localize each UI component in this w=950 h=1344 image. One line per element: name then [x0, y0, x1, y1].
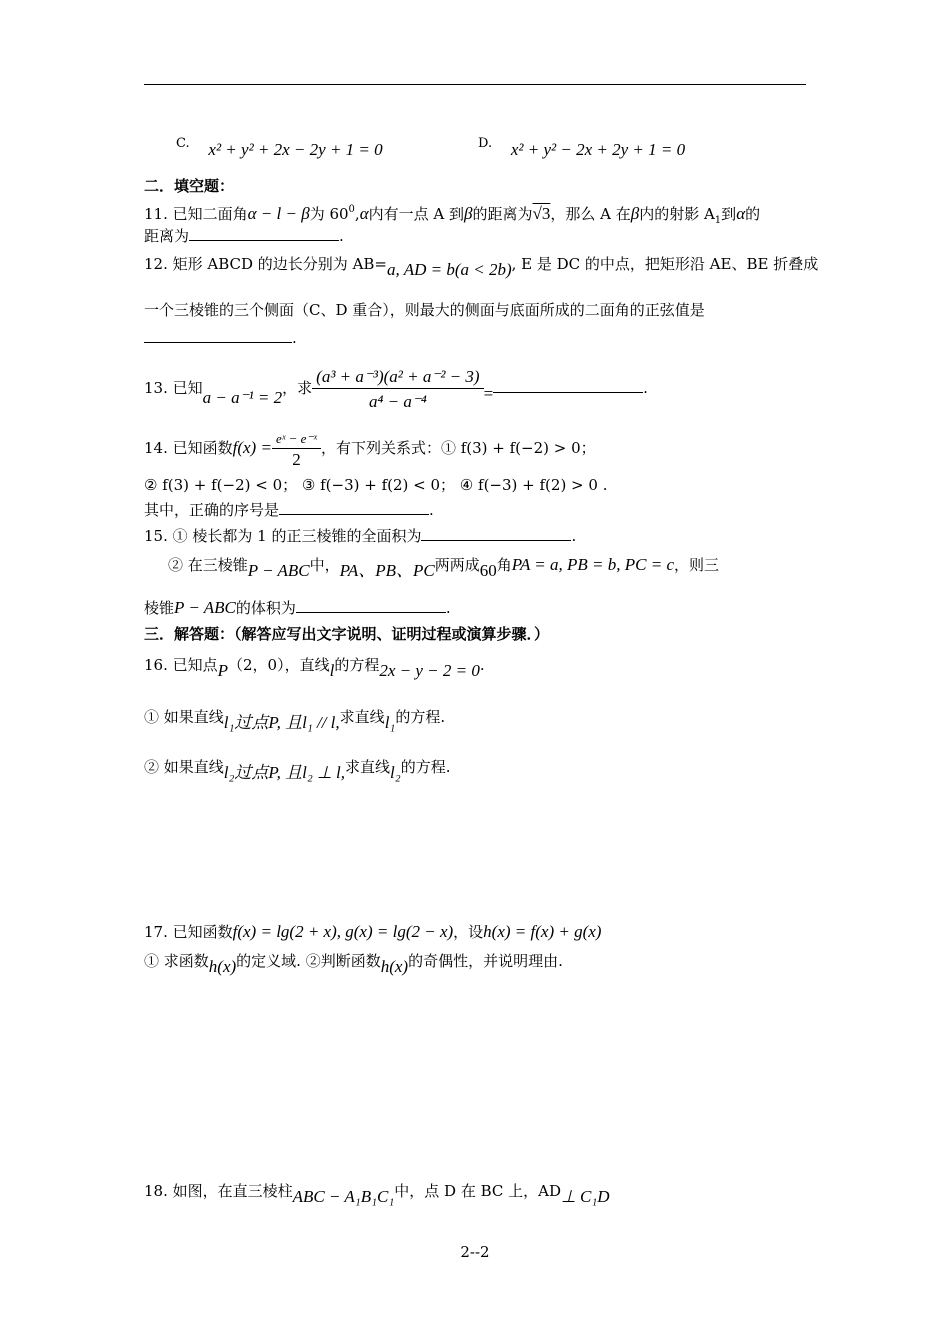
q13-fraction: [312, 366, 483, 413]
q11-text: ，那么 A 在: [550, 205, 631, 223]
question-16: [144, 650, 485, 680]
q14-text: 其中，正确的序号是: [144, 501, 280, 519]
q11-text: 11. 已知二面角: [144, 205, 248, 223]
q14-denominator: 2: [272, 448, 321, 469]
q14-text: .: [429, 501, 434, 519]
q17-text: 的定义域. ②判断函数: [236, 952, 381, 970]
page-number: 2--2: [460, 1243, 490, 1261]
q15-math: 60: [479, 561, 497, 580]
q14-numerator: eˣ − e⁻ˣ: [275, 430, 317, 446]
q16-text: 16. 已知点: [144, 656, 218, 674]
q18-math: ABC − A₁B₁C₁: [292, 1187, 395, 1206]
q11-text: 的距离为: [472, 205, 533, 223]
q11-text: 到: [721, 205, 737, 223]
q14-fraction: [272, 430, 321, 469]
q11-text: 内的射影 A: [639, 205, 715, 223]
q15-text: .: [445, 599, 451, 617]
q16-line: l: [329, 661, 335, 680]
q16-text: .: [479, 656, 485, 674]
q12-text: .: [292, 329, 297, 347]
section-fill-in-heading: 二．填空题：: [144, 177, 235, 195]
q12-math: a, AD = b(a < 2b): [387, 260, 512, 279]
q11-text: 为 60: [309, 205, 349, 223]
question-15-line-1: [144, 526, 576, 546]
section-solutions-heading: 三．解答题：（解答应写出文字说明、证明过程或演算步骤．）: [144, 625, 550, 643]
q16-text: ② 如果直线: [144, 758, 224, 776]
q11-alpha: α: [736, 204, 746, 223]
q15-text: 两两成: [434, 556, 480, 574]
q15-answer-blank-2: [296, 598, 446, 613]
question-14-line-3: [144, 500, 434, 520]
header-rule: [144, 84, 806, 85]
q13-equals: =: [483, 384, 494, 403]
q17-math: h(x): [208, 957, 237, 976]
q18-text: 中，点 D 在 BC 上，AD: [394, 1182, 561, 1200]
option-c-expression: x² + y² + 2x − 2y + 1 = 0: [208, 140, 383, 159]
q17-text: 的奇偶性，并说明理由.: [408, 952, 563, 970]
q13-denominator: a⁴ − a⁻⁴: [312, 388, 483, 413]
q14-text: 14. 已知函数: [144, 439, 233, 457]
q13-text: .: [643, 379, 648, 397]
q15-math: PA、PB、PC: [339, 561, 435, 580]
q11-degree: 0: [348, 204, 355, 215]
q17-text: ① 求函数: [144, 952, 209, 970]
q11-answer-blank: [189, 226, 339, 241]
q11-text: ,: [354, 205, 360, 223]
q13-text: ，求: [282, 379, 313, 397]
q11-alpha: α: [359, 204, 369, 223]
q11-dihedral-math: α − l − β: [247, 204, 310, 223]
option-d-label: D.: [478, 136, 493, 151]
question-18: [144, 1176, 610, 1206]
question-15-line-3: [144, 598, 451, 618]
q15-text: .: [571, 527, 577, 545]
q18-text: 18. 如图，在直三棱柱: [144, 1182, 293, 1200]
q15-text: 15. ① 棱长都为 1 的正三棱锥的全面积为: [144, 527, 422, 545]
q17-math: h(x) = f(x) + g(x): [483, 922, 602, 941]
q11-text: 内有一点 A 到: [368, 205, 465, 223]
q13-answer-blank: [493, 378, 643, 393]
q16-equation: 2x − y − 2 = 0: [379, 661, 480, 680]
q18-math: ⊥ C₁D: [561, 1187, 610, 1206]
question-12-line-3: [144, 328, 297, 348]
q15-math: P − ABC: [247, 561, 310, 580]
q16-point: P: [217, 661, 229, 680]
question-16-part-1: [144, 702, 445, 732]
q16-text: 的方程: [334, 656, 380, 674]
question-15-line-2: [168, 550, 719, 580]
q17-text: ，设: [453, 923, 484, 941]
q16-text: 的方程.: [400, 758, 451, 776]
q15-text: 的体积为: [235, 599, 296, 617]
q14-function-name: f(x) =: [232, 438, 272, 457]
question-16-part-2: [144, 752, 450, 782]
q16-text: 求直线: [345, 758, 391, 776]
q11-beta: β: [464, 204, 473, 223]
q15-answer-blank-1: [421, 526, 571, 541]
option-c: [176, 132, 383, 159]
q13-text: 13. 已知: [144, 379, 203, 397]
q16-text: 求直线: [339, 708, 385, 726]
q11-subscript: 1: [714, 215, 722, 226]
q16-text: ① 如果直线: [144, 708, 224, 726]
option-c-label: C.: [176, 136, 190, 151]
question-12-line-1: [144, 254, 819, 279]
q15-math: P − ABC: [174, 598, 236, 617]
q11-text: 的: [745, 205, 761, 223]
q14-text: ，有下列关系式：① f(3) + f(−2) > 0；: [320, 439, 596, 457]
q16-math: l₁: [384, 713, 396, 732]
q15-text: 中，: [309, 556, 340, 574]
q12-text: , E 是 DC 的中点，把矩形沿 AE、BE 折叠成: [511, 255, 819, 273]
q11-beta: β: [630, 204, 640, 223]
q16-math: l₂: [390, 763, 401, 782]
q15-math: PA = a, PB = b, PC = c: [511, 555, 674, 574]
question-14-line-1: [144, 426, 596, 470]
question-11-line-2: [144, 226, 344, 246]
question-12-line-2: 一个三棱锥的三个侧面（C、D 重合），则最大的侧面与底面所成的二面角的正弦值是: [144, 301, 705, 319]
question-17: [144, 922, 601, 942]
q17-text: 17. 已知函数: [144, 923, 233, 941]
q11-text: .: [339, 227, 344, 245]
q16-text: 的方程.: [395, 708, 446, 726]
q17-math: f(x) = lg(2 + x), g(x) = lg(2 − x): [232, 922, 454, 941]
q15-text: ② 在三棱锥: [168, 556, 248, 574]
q11-text: 距离为: [144, 227, 190, 245]
q13-numerator: (a³ + a⁻³)(a² + a⁻² − 3): [316, 367, 480, 386]
q16-math: l₂过点P, 且l₂ ⊥ l,: [223, 763, 346, 782]
q17-math: h(x): [380, 957, 409, 976]
question-13: [144, 360, 648, 416]
q12-answer-blank: [144, 328, 292, 343]
option-d-expression: x² + y² − 2x + 2y + 1 = 0: [510, 140, 686, 159]
question-17-parts: [144, 946, 563, 976]
q12-text: 12. 矩形 ABCD 的边长分别为 AB=: [144, 255, 387, 273]
q15-text: ，则三: [674, 556, 720, 574]
q11-sqrt: √3: [532, 204, 551, 223]
q15-text: 棱锥: [144, 599, 175, 617]
question-14-line-2: ② f(3) + f(−2) < 0； ③ f(−3) + f(2) < 0； ④ f(−3) + f(2) > 0 .: [144, 476, 608, 494]
q16-math: l₁过点P, 且l₁ // l,: [223, 713, 340, 732]
q16-text: （2，0），直线: [228, 656, 330, 674]
option-d: [478, 132, 686, 159]
q14-answer-blank: [279, 500, 429, 515]
q13-condition-math: a − a⁻¹ = 2: [202, 388, 283, 407]
q15-text: 角: [496, 556, 512, 574]
